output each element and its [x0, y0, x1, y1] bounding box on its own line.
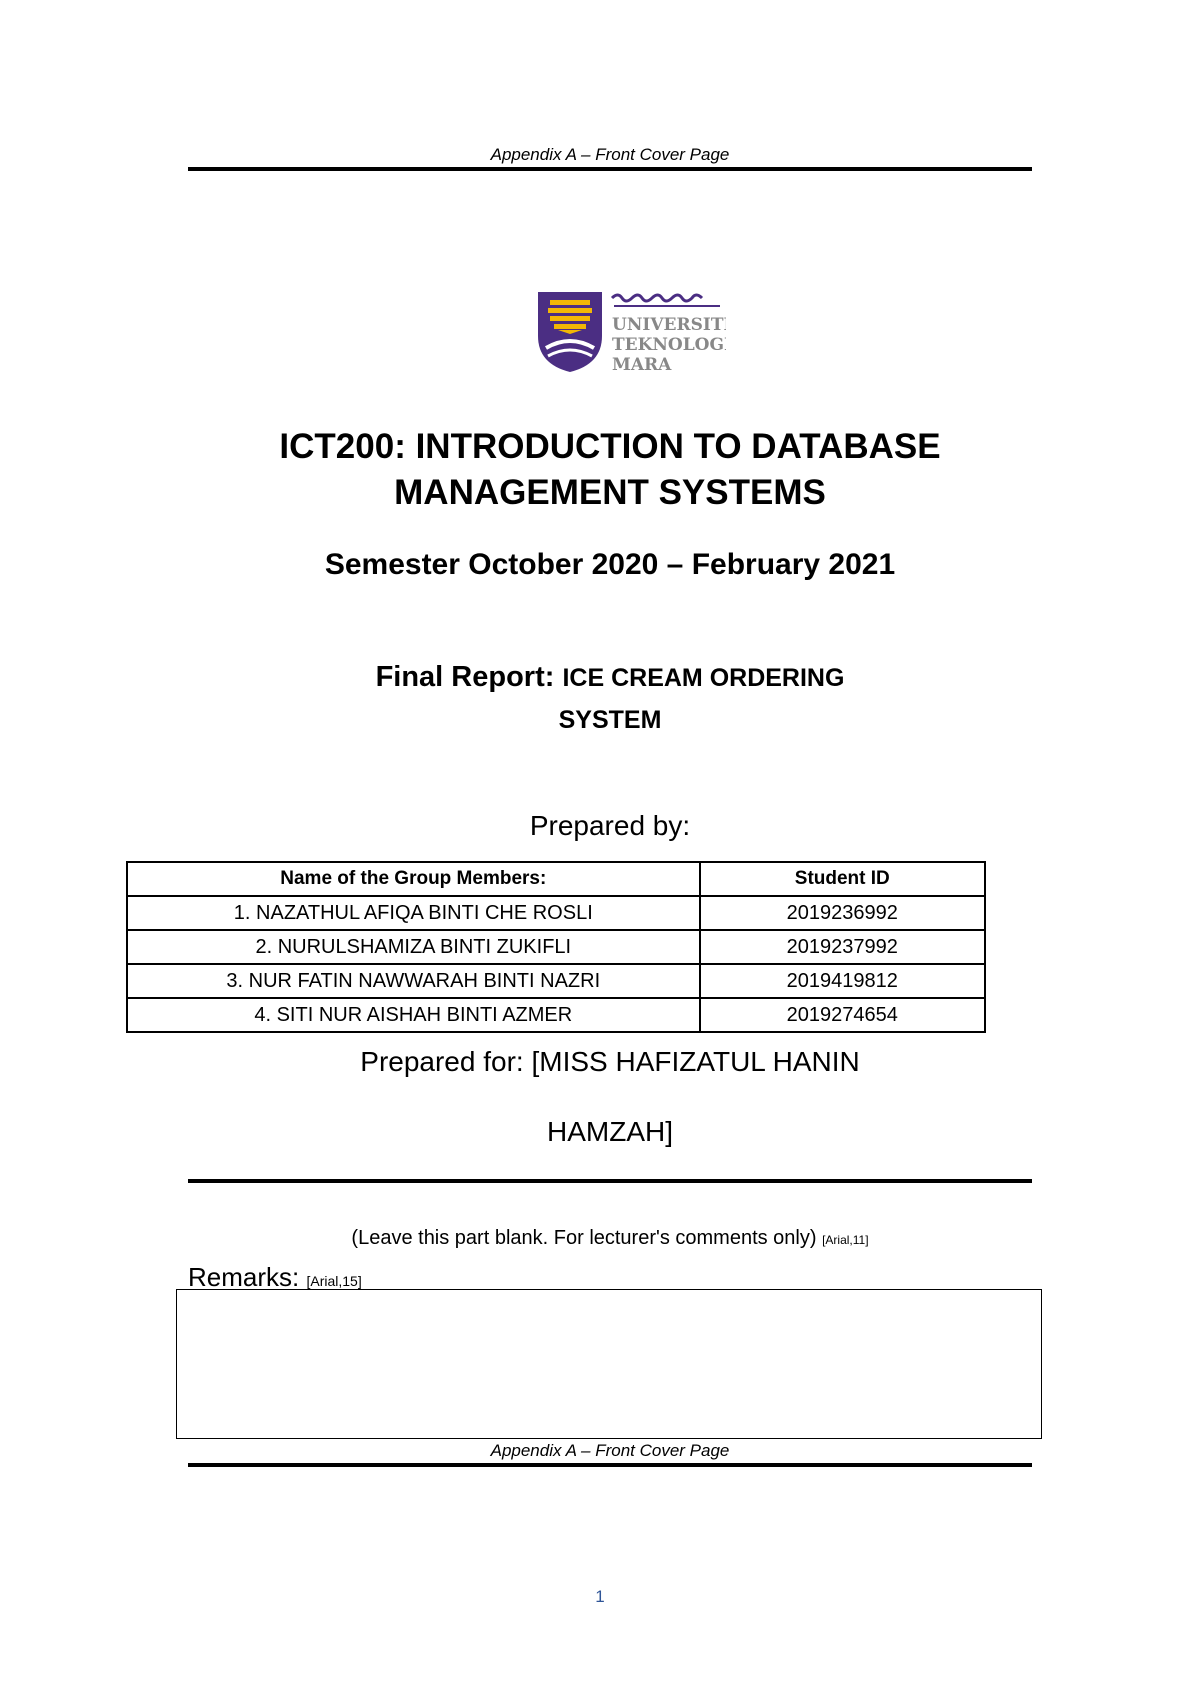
report-title-line-2: SYSTEM: [558, 706, 662, 734]
remarks-font: [Arial,15]: [306, 1273, 362, 1289]
svg-text:TEKNOLOGI: TEKNOLOGI: [612, 335, 726, 355]
table-row: [127, 896, 985, 930]
semester-text: Semester October 2020 – February 2021: [324, 548, 896, 581]
course-title-line-1: ICT200: INTRODUCTION TO DATABASE: [279, 427, 941, 466]
prepared-for-line-2: HAMZAH]: [547, 1116, 673, 1147]
university-logo: [536, 290, 726, 374]
column-header-student-id: Student ID: [700, 862, 985, 896]
uitm-crest-icon: [536, 290, 726, 374]
page-number: 1: [595, 1587, 605, 1606]
member-id: 2019236992: [700, 896, 985, 930]
page-footer: Appendix A – Front Cover Page: [490, 1441, 730, 1460]
member-id: 2019274654: [700, 998, 985, 1032]
remarks-label: Remarks: [Arial,15]: [188, 1262, 362, 1292]
header-rule: [188, 167, 1032, 171]
svg-text:MARA: MARA: [612, 355, 672, 374]
remarks-box[interactable]: [176, 1289, 1042, 1439]
svg-text:UNIVERSITI: UNIVERSITI: [612, 315, 726, 335]
prepared-by-label: Prepared by:: [529, 810, 691, 841]
column-header-name: Name of the Group Members:: [127, 862, 700, 896]
table-row: [127, 930, 985, 964]
footer-rule: [188, 1463, 1032, 1467]
report-title-line-1: ICE CREAM ORDERING: [562, 664, 845, 692]
report-label: Final Report:: [375, 661, 555, 693]
member-name: 4. SITI NUR AISHAH BINTI AZMER: [127, 998, 700, 1032]
table-row: [127, 964, 985, 998]
report-title: [188, 656, 1032, 741]
page-header: Appendix A – Front Cover Page: [490, 145, 730, 164]
members-table: [126, 861, 986, 1033]
section-rule: [188, 1179, 1032, 1183]
prepared-for: [188, 1027, 1032, 1167]
member-name: 1. NAZATHUL AFIQA BINTI CHE ROSLI: [127, 896, 700, 930]
course-title: [188, 424, 1032, 516]
lecturer-note: [188, 1227, 1032, 1250]
member-name: 2. NURULSHAMIZA BINTI ZUKIFLI: [127, 930, 700, 964]
lecturer-note-font: [Arial,11]: [822, 1233, 869, 1247]
member-id: 2019419812: [700, 964, 985, 998]
table-header-row: [127, 862, 985, 896]
member-id: 2019237992: [700, 930, 985, 964]
prepared-for-line-1: Prepared for: [MISS HAFIZATUL HANIN: [360, 1046, 860, 1077]
course-title-line-2: MANAGEMENT SYSTEMS: [394, 473, 826, 512]
member-name: 3. NUR FATIN NAWWARAH BINTI NAZRI: [127, 964, 700, 998]
lecturer-note-text: (Leave this part blank. For lecturer's comments only): [351, 1227, 817, 1249]
